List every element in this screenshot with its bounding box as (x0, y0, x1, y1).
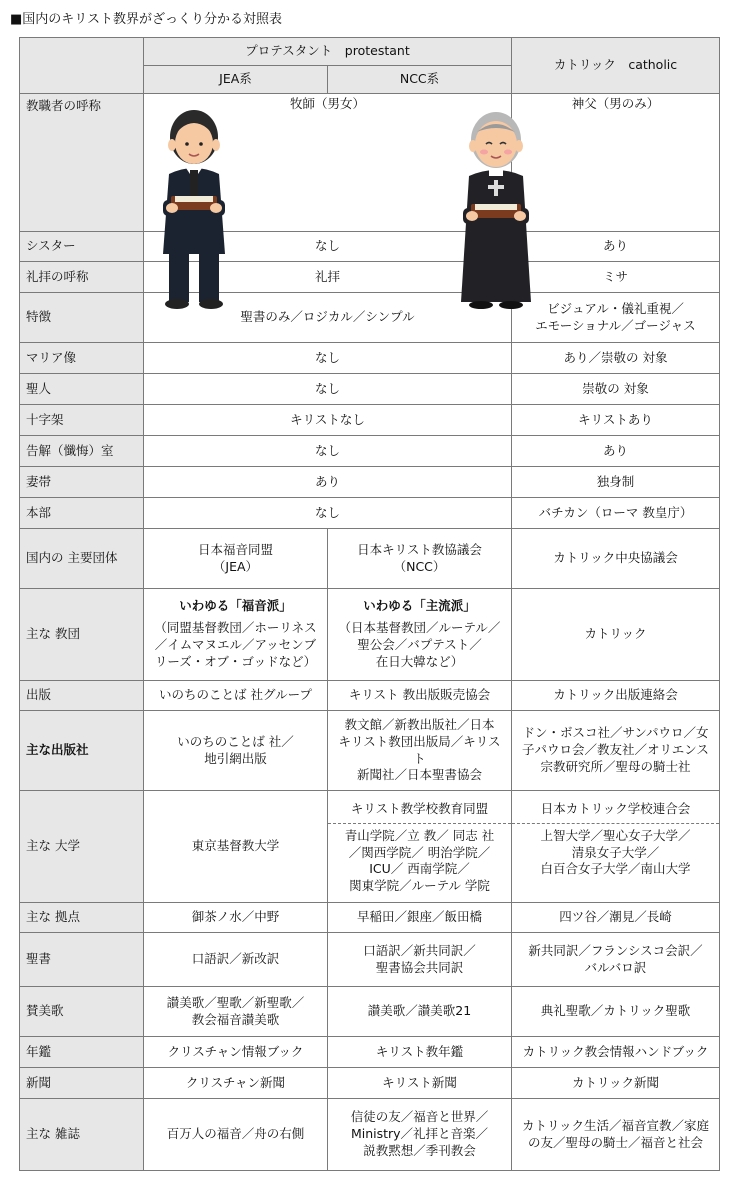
cell-publishing-catholic: カトリック出版連絡会 (512, 681, 720, 711)
universities-ncc-line: 青山学院／立 教／ 同志 社 (344, 827, 495, 843)
churches-ncc-heading: いわゆる「主流派」 (363, 598, 476, 614)
cell-cross-catholic: キリストあり (512, 405, 720, 436)
cell-bible-ncc (328, 933, 512, 987)
cell-cross-protestant: キリストなし (144, 405, 512, 436)
cell-mary-catholic: あり／崇敬の 対象 (512, 343, 720, 374)
publishers-ncc-line: 教文館／新教出版社／日本 (344, 716, 495, 732)
cell-mary-protestant: なし (144, 343, 512, 374)
row-label-publishing: 出版 (20, 681, 144, 711)
cell-worship-protestant: 礼拝 (144, 262, 512, 293)
row-label-features: 特徴 (20, 293, 144, 343)
universities-ncc-line: ／関西学院／ 明治学院／ (348, 844, 491, 860)
cell-orgs-ncc (328, 529, 512, 589)
universities-catholic-line: 白百合女子大学／南山大学 (540, 861, 691, 877)
header-protestant: プロテスタント protestant (144, 38, 512, 66)
churches-jea-line: リーズ・オブ・ゴッドなど） (154, 653, 317, 669)
row-label-cross: 十字架 (20, 405, 144, 436)
pastor-illustration (155, 104, 233, 310)
magazines-catholic-line: の友／聖母の騎士／福音と社会 (527, 1134, 703, 1150)
publishers-jea-line: 地引網出版 (204, 750, 267, 766)
cell-churches-jea (144, 589, 328, 681)
corner-cell (20, 38, 144, 94)
cell-publishing-jea: いのちのことば 社グループ (144, 681, 328, 711)
churches-ncc-line: 聖公会／バプテスト／ (357, 637, 482, 652)
bible-catholic-line: 新共同訳／フランシスコ会訳／ (528, 942, 703, 958)
row-label-churches: 主な 教団 (20, 589, 144, 681)
magazines-ncc-line: 説教黙想／季刊教会 (363, 1142, 476, 1158)
cell-bible-catholic (512, 933, 720, 987)
magazines-catholic-line: カトリック生活／福音宣教／家庭 (521, 1117, 709, 1133)
orgs-ncc-abbr: （NCC） (393, 558, 446, 574)
row-label-publishers: 主な出版社 (20, 711, 144, 791)
universities-ncc-line: 関東学院／ルーテル 学院 (349, 878, 490, 894)
cell-features-catholic (512, 293, 720, 343)
bible-ncc-line: 聖書協会共同訳 (375, 959, 464, 975)
cell-hq-protestant: なし (144, 498, 512, 529)
universities-ncc-line: ICU／ 西南学院／ (369, 861, 470, 877)
cell-newspaper-catholic: カトリック新聞 (512, 1068, 720, 1099)
cell-hymns-catholic: 典礼聖歌／カトリック聖歌 (512, 987, 720, 1037)
row-label-marriage: 妻帯 (20, 467, 144, 498)
cell-worship-catholic: ミサ (512, 262, 720, 293)
hymns-jea-line: 教会福音讃美歌 (191, 1011, 280, 1027)
comparison-table (19, 37, 720, 1171)
cell-yearbook-ncc: キリスト教年鑑 (328, 1037, 512, 1068)
cell-hq-catholic: バチカン（ローマ 教皇庁） (512, 498, 720, 529)
cell-confession-catholic: あり (512, 436, 720, 467)
magazines-ncc-line: Ministry／礼拝と音楽／ (350, 1126, 489, 1142)
churches-ncc-line: （日本基督教団／ルーテル／ (338, 620, 501, 636)
features-catholic-line: エモーショナル／ゴージャス (535, 317, 696, 333)
cell-bases-catholic: 四ツ谷／潮見／長崎 (512, 903, 720, 933)
cell-magazines-catholic (512, 1099, 720, 1171)
cell-sister-catholic: あり (512, 232, 720, 262)
row-label-hq: 本部 (20, 498, 144, 529)
row-label-newspaper: 新聞 (20, 1068, 144, 1099)
cell-orgs-catholic: カトリック中央協議会 (512, 529, 720, 589)
cell-publishers-jea (144, 711, 328, 791)
bible-catholic-line: バルバロ訳 (584, 959, 647, 975)
cell-bible-jea: 口語訳／新改訳 (144, 933, 328, 987)
magazines-ncc-line: 信徒の友／福音と世界／ (350, 1109, 489, 1125)
cell-confession-protestant: なし (144, 436, 512, 467)
churches-ncc-line: 在日大韓など） (375, 653, 464, 669)
row-label-yearbook: 年鑑 (20, 1037, 144, 1068)
publishers-catholic-line: 子パウロ会／教友社／オリエンス (522, 742, 709, 758)
row-label-magazines: 主な 雑誌 (20, 1099, 144, 1171)
cell-churches-ncc (328, 589, 512, 681)
cell-universities-jea: 東京基督教大学 (144, 791, 328, 903)
row-label-orgs: 国内の 主要団体 (20, 529, 144, 589)
cell-hymns-jea (144, 987, 328, 1037)
cell-saints-catholic: 崇敬の 対象 (512, 374, 720, 405)
publishers-ncc-line: 新聞社／日本聖書協会 (356, 767, 482, 783)
row-label-bases: 主な 拠点 (20, 903, 144, 933)
row-label-saints: 聖人 (20, 374, 144, 405)
universities-ncc-association: キリスト教学校教育同盟 (350, 800, 489, 816)
row-label-mary: マリア像 (20, 343, 144, 374)
cell-clergy-catholic: 神父（男のみ） (512, 94, 720, 232)
publishers-jea-line: いのちのことば 社／ (177, 733, 294, 749)
cell-clergy-protestant: 牧師（男女） (144, 94, 512, 232)
header-jea: JEA系 (144, 66, 328, 94)
features-catholic-line: ビジュアル・儀礼重視／ (547, 300, 684, 316)
orgs-jea-abbr: （JEA） (212, 558, 259, 574)
cell-newspaper-ncc: キリスト新聞 (328, 1068, 512, 1099)
priest-illustration (455, 104, 537, 310)
churches-jea-heading: いわゆる「福音派」 (179, 598, 292, 614)
cell-magazines-ncc (328, 1099, 512, 1171)
publishers-ncc-line: キリスト教団出版局／キリスト (338, 733, 501, 766)
cell-newspaper-jea: クリスチャン新聞 (144, 1068, 328, 1099)
publishers-catholic-line: ドン・ボスコ社／サンパウロ／女 (522, 725, 709, 741)
cell-bases-jea: 御茶ノ水／中野 (144, 903, 328, 933)
cell-bases-ncc: 早稲田／銀座／飯田橋 (328, 903, 512, 933)
header-catholic: カトリック catholic (512, 38, 720, 94)
header-ncc: NCC系 (328, 66, 512, 94)
cell-sister-protestant: なし (144, 232, 512, 262)
cell-yearbook-catholic: カトリック教会情報ハンドブック (512, 1037, 720, 1068)
cell-publishers-catholic (512, 711, 720, 791)
orgs-ncc-name: 日本キリスト教協議会 (357, 541, 482, 557)
cell-magazines-jea: 百万人の福音／舟の右側 (144, 1099, 328, 1171)
universities-catholic-line: 上智大学／聖心女子大学／ (540, 827, 691, 843)
page-title: ■国内のキリスト教界がざっくり分かる対照表 (10, 12, 283, 27)
churches-jea-line: （同盟基督教団／ホーリネス (154, 620, 317, 636)
row-label-worship: 礼拝の呼称 (20, 262, 144, 293)
universities-catholic-association: 日本カトリック学校連合会 (540, 800, 691, 816)
hymns-jea-line: 讃美歌／聖歌／新聖歌／ (166, 994, 305, 1010)
cell-universities-ncc (328, 791, 512, 903)
dashed-divider (512, 823, 719, 824)
cell-churches-catholic: カトリック (512, 589, 720, 681)
cell-yearbook-jea: クリスチャン情報ブック (144, 1037, 328, 1068)
row-label-hymns: 賛美歌 (20, 987, 144, 1037)
orgs-jea-name: 日本福音同盟 (197, 541, 273, 557)
cell-universities-catholic (512, 791, 720, 903)
bible-ncc-line: 口語訳／新共同訳／ (363, 942, 476, 958)
cell-orgs-jea (144, 529, 328, 589)
dashed-divider (328, 823, 511, 824)
row-label-clergy: 教職者の呼称 (20, 94, 144, 232)
cell-hymns-ncc: 讃美歌／讃美歌21 (328, 987, 512, 1037)
row-label-bible: 聖書 (20, 933, 144, 987)
cell-saints-protestant: なし (144, 374, 512, 405)
row-label-sister: シスター (20, 232, 144, 262)
publishers-catholic-line: 宗教研究所／聖母の騎士社 (540, 758, 691, 774)
universities-catholic-line: 清泉女子大学／ (571, 844, 660, 860)
cell-marriage-protestant: あり (144, 467, 512, 498)
cell-publishers-ncc (328, 711, 512, 791)
cell-publishing-ncc: キリスト 教出版販売協会 (328, 681, 512, 711)
cell-features-protestant: 聖書のみ／ロジカル／シンプル (144, 293, 512, 343)
churches-jea-line: ／イムマヌエル／アッセンブ (154, 637, 317, 652)
row-label-confession: 告解（懺悔）室 (20, 436, 144, 467)
cell-marriage-catholic: 独身制 (512, 467, 720, 498)
row-label-universities: 主な 大学 (20, 791, 144, 903)
